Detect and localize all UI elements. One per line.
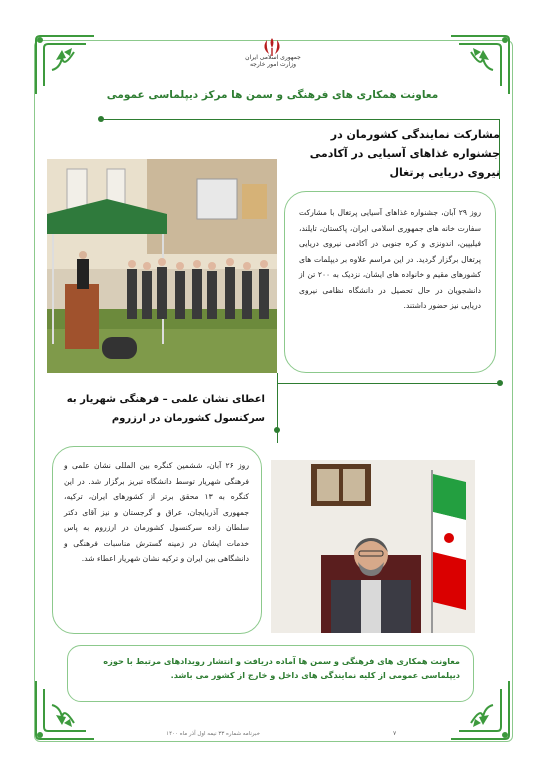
ministry-line: جمهوری اسلامی ایران [245, 54, 301, 61]
divider-dot [497, 380, 503, 386]
article-title: مشارکت نمایندگی کشورمان در جشنواره غذاهای آسیایی در آکادمی نیروی دریایی پرتغال [309, 128, 500, 179]
footer-notice: معاونت همکاری های فرهنگی و سمن ها آماده دریافت و انتشار رویدادهای مرتبط با حوزه دیپلماسی عمومی از کلیه نمایندگی های داخل و خارج از کشور می باشد. [103, 656, 460, 680]
consul-photo [271, 460, 475, 633]
section-divider [101, 119, 500, 120]
issue-note: خبرنامه شماره ۳۳ نیمه اول آذر ماه ۱۴۰۰ [166, 731, 260, 737]
article-body: روز ۲۹ آبان، جشنواره غذاهای آسیایی پرتغال با مشارکت سفارت خانه های جمهوری اسلامی ایران، پاکستان، تایلند، فیلیپین، اندونزی و کره جنوبی در آکادمی نیروی دریایی پرتغال برگزار گردید. در این مراسم علاوه بر دیپلمات های کشورهای مقیم و خانواده های ایشان، نزدیک به ۲۰۰ تن از دانشجویان در حال تحصیل در دانشگاه نظامی نیروی دریایی نیز حضور داشتند. [299, 208, 481, 310]
article-body: روز ۲۶ آبان، ششمین کنگره بین المللی نشان علمی و فرهنگی شهریار توسط دانشگاه تبریز برگزار شد. در این کنگره به ۱۳ محقق برتر از کشورهای ایران، ترکیه، جمهوری آذربایجان، عراق و گرجستان و نیز آقای دکتر سلطان زاده سرکنسول کشورمان در ارزروم به پاس خدمات ایشان در زمینه گسترش مناسبات فرهنگی و دانشگاهی بین ایران و ترکیه نشان شهریار اعطاء شد. [64, 461, 250, 563]
ministry-line: وزارت امور خارجه [249, 61, 297, 68]
page-headline: معاونت همکاری های فرهنگی و سمن ها مرکز دیپلماسی عمومی [106, 89, 439, 101]
article-title: اعطای نشان علمی – فرهنگی شهریار به سرکنسول کشورمان در ارزروم [66, 394, 265, 424]
festival-photo [47, 159, 277, 373]
section-divider [277, 383, 499, 384]
page-number: ۷ [393, 730, 397, 737]
ministry-name [232, 54, 314, 68]
section-divider-vertical [277, 383, 278, 443]
divider-dot [274, 427, 280, 433]
